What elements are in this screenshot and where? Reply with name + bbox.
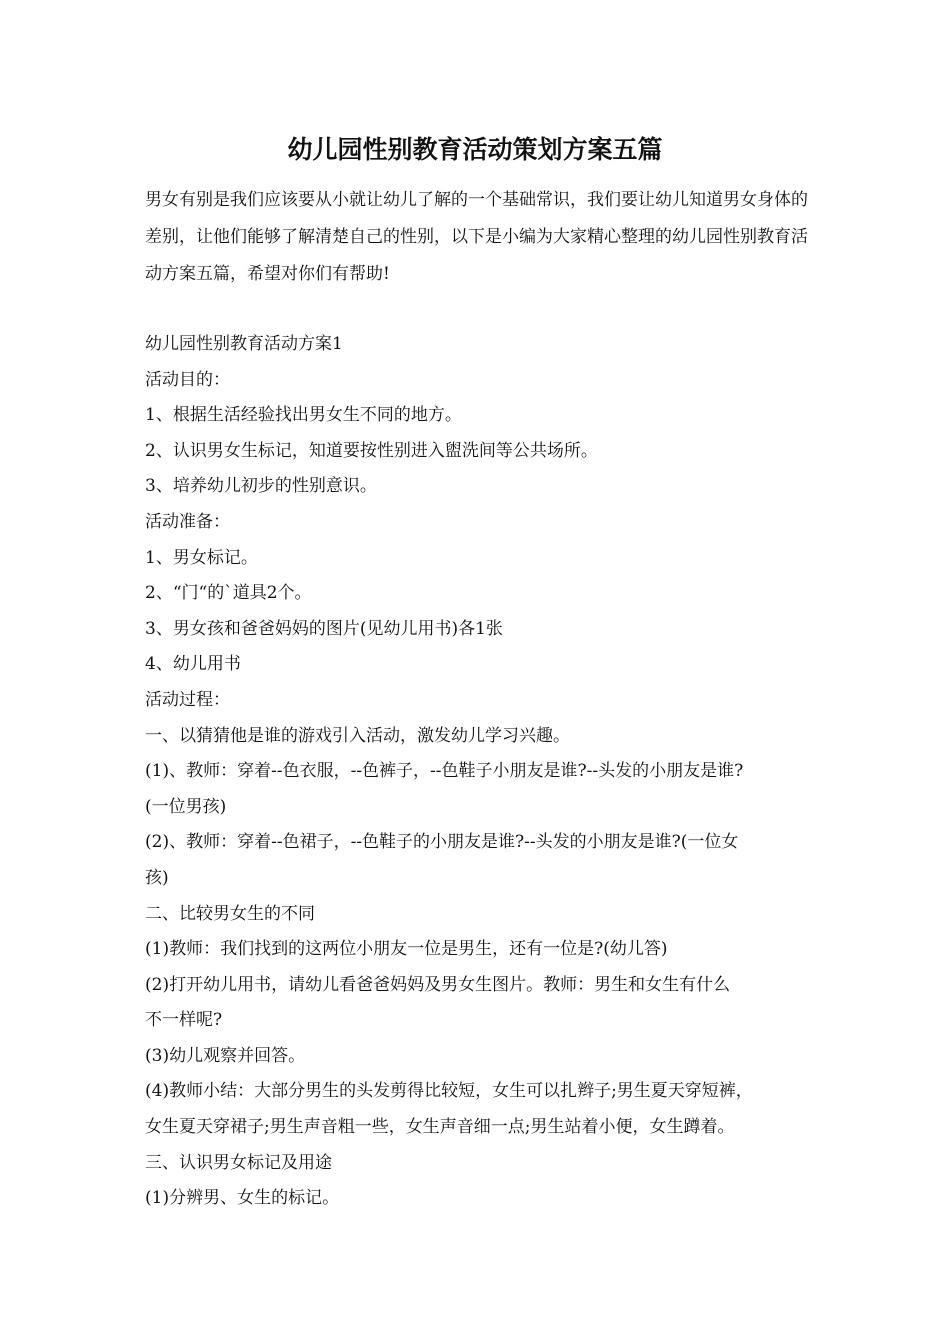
body-line: (4)教师小结：大部分男生的头发剪得比较短，女生可以扎辫子;男生夏天穿短裤， bbox=[145, 1081, 753, 1102]
body-line: 1、男女标记。 bbox=[145, 547, 258, 568]
body-line: (1)、教师：穿着--色衣服，--色裤子，--色鞋子小朋友是谁?--头发的小朋友是谁? bbox=[145, 761, 744, 782]
body-line: 2、认识男女生标记，知道要按性别进入盥洗间等公共场所。 bbox=[145, 440, 598, 461]
body-line: (一位男孩) bbox=[145, 796, 227, 817]
body-line: (2)、教师：穿着--色裙子，--色鞋子的小朋友是谁?--头发的小朋友是谁?(一位女 bbox=[145, 832, 739, 853]
body-line: 二、比较男女生的不同 bbox=[145, 903, 315, 924]
body-line: 2、“门“的`道具2个。 bbox=[145, 583, 312, 604]
intro-paragraph: 男女有别是我们应该要从小就让幼儿了解的一个基础常识，我们要让幼儿知道男女身体的差别，让他们能够了解清楚自己的性别，以下是小编为大家精心整理的幼儿园性别教育活动方案五篇，希望对你们有帮助! bbox=[145, 190, 808, 284]
section-heading: 幼儿园性别教育活动方案1 bbox=[145, 334, 343, 354]
body-line: 1、根据生活经验找出男女生不同的地方。 bbox=[145, 405, 462, 426]
document-title: 幼儿园性别教育活动策划方案五篇 bbox=[287, 135, 663, 164]
document-body bbox=[145, 327, 815, 1217]
body-line: (3)幼儿观察并回答。 bbox=[145, 1045, 306, 1066]
subheading-goals: 活动目的： bbox=[145, 369, 230, 390]
subheading-preparation: 活动准备： bbox=[145, 511, 230, 532]
body-line: (1)教师：我们找到的这两位小朋友一位是男生，还有一位是?(幼儿答) bbox=[145, 939, 668, 960]
body-line: 4、幼儿用书 bbox=[145, 654, 241, 675]
body-line: 不一样呢? bbox=[145, 1010, 223, 1031]
body-line: 孩) bbox=[145, 867, 169, 888]
body-line: 一、以猜猜他是谁的游戏引入活动，激发幼儿学习兴趣。 bbox=[145, 725, 570, 746]
body-line: 女生夏天穿裙子;男生声音粗一些，女生声音细一点;男生站着小便，女生蹲着。 bbox=[145, 1117, 735, 1138]
body-line: (1)分辨男、女生的标记。 bbox=[145, 1188, 340, 1209]
body-line: 3、男女孩和爸爸妈妈的图片(见幼儿用书)各1张 bbox=[145, 618, 503, 639]
subheading-process: 活动过程： bbox=[145, 689, 230, 710]
body-line: (2)打开幼儿用书，请幼儿看爸爸妈妈及男女生图片。教师：男生和女生有什么 bbox=[145, 974, 731, 995]
body-line: 三、认识男女标记及用途 bbox=[145, 1152, 332, 1173]
body-line: 3、培养幼儿初步的性别意识。 bbox=[145, 476, 377, 497]
